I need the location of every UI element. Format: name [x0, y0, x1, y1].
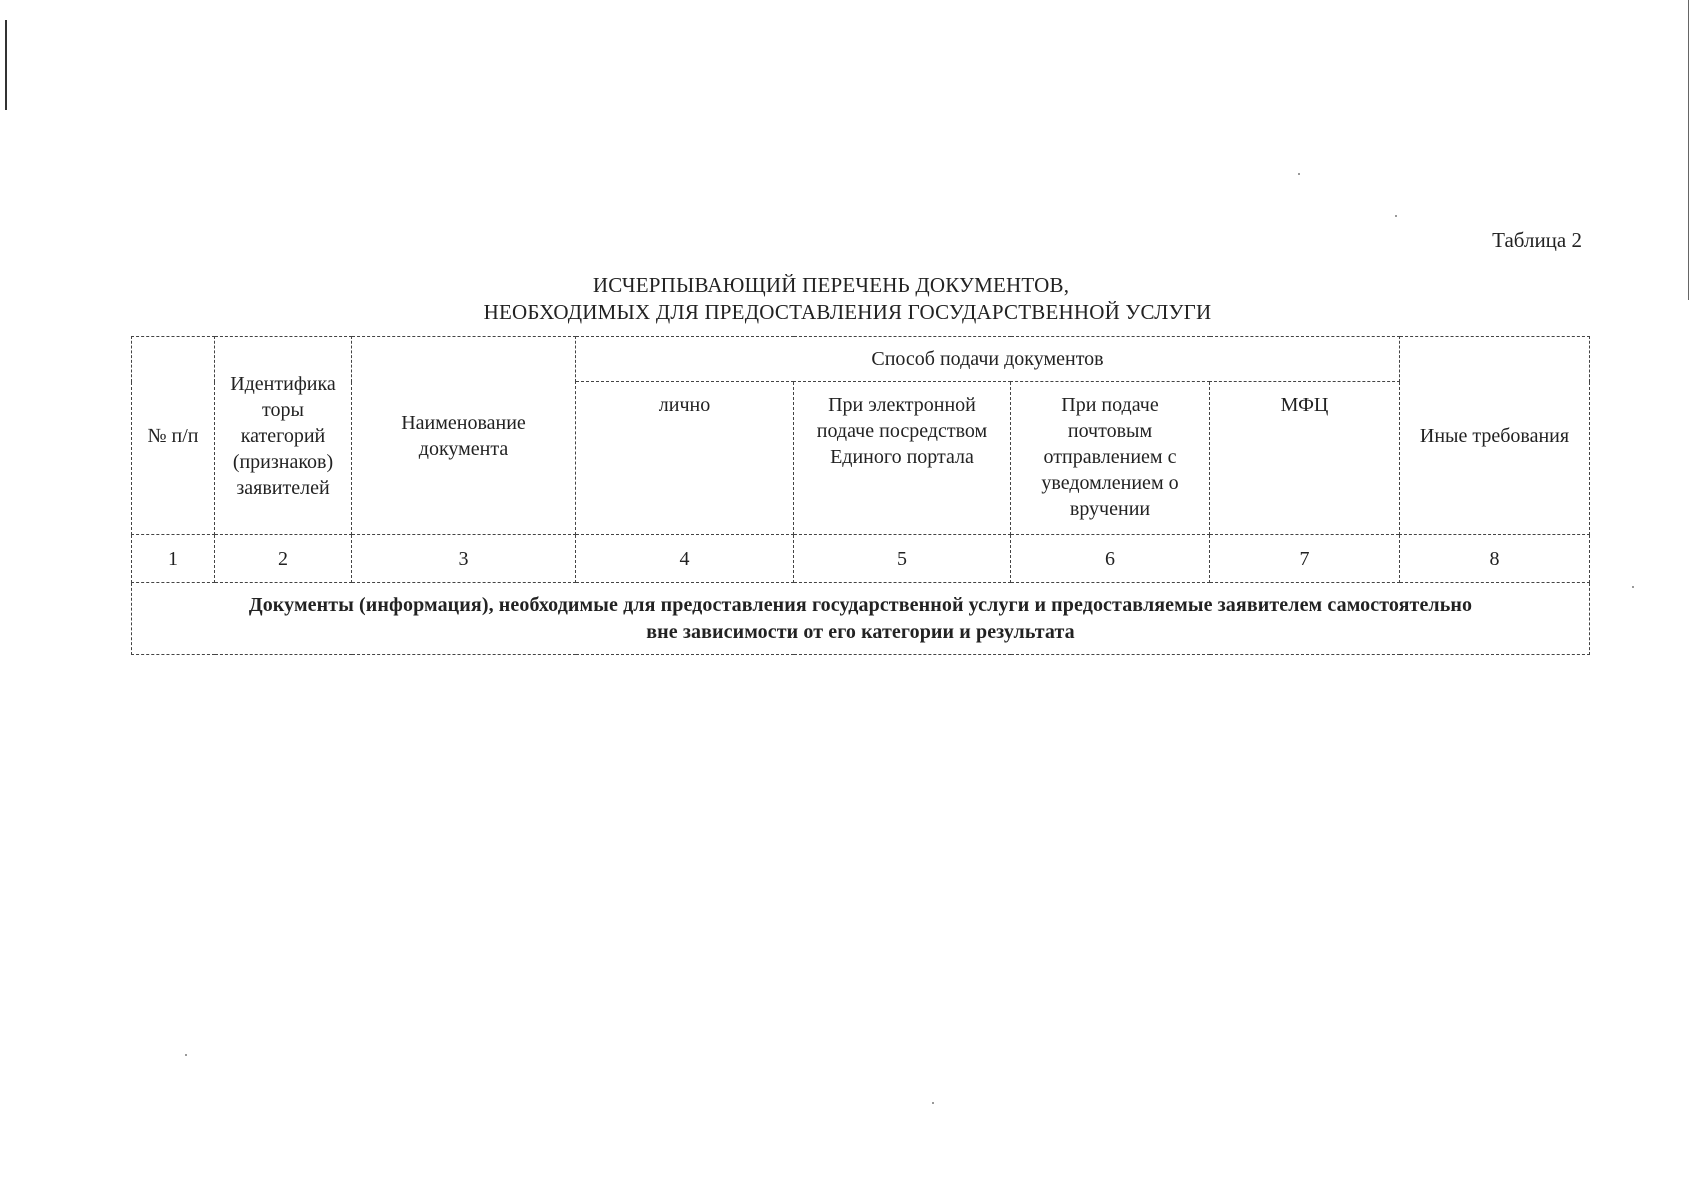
title-line-2: НЕОБХОДИМЫХ ДЛЯ ПРЕДОСТАВЛЕНИЯ ГОСУДАРСТВЕННОЙ УСЛУГИ	[483, 300, 1212, 324]
scan-speck	[1395, 215, 1397, 217]
header-identifiers-line: (признаков)	[232, 450, 334, 473]
title-line-1: ИСЧЕРПЫВАЮЩИЙ ПЕРЕЧЕНЬ ДОКУМЕНТОВ,	[592, 273, 1070, 297]
header-other-requirements: Иные требования	[1400, 337, 1590, 535]
scan-edge-mark-left	[5, 20, 7, 110]
header-postal-line: почтовым	[1067, 420, 1153, 442]
column-number: 3	[352, 535, 576, 583]
scan-speck	[185, 1054, 187, 1056]
header-doc-name-line: Наименование	[401, 411, 526, 434]
header-submission-group: Способ подачи документов	[576, 337, 1400, 382]
section-heading-row	[132, 583, 1590, 655]
column-number: 2	[215, 535, 352, 583]
section-heading	[132, 583, 1590, 655]
section-heading-line: вне зависимости от его категории и результата	[646, 620, 1075, 643]
header-identifiers	[215, 337, 352, 535]
scan-speck	[1298, 173, 1300, 175]
column-number: 5	[794, 535, 1011, 583]
column-number: 8	[1400, 535, 1590, 583]
scan-speck	[1632, 586, 1634, 588]
header-electronic-line: При электронной	[828, 394, 976, 416]
column-number: 6	[1011, 535, 1210, 583]
header-electronic-line: Единого портала	[830, 446, 974, 468]
document-title	[0, 272, 1695, 326]
documents-table	[131, 336, 1590, 655]
header-mfc: МФЦ	[1210, 382, 1400, 535]
header-postal-line: При подаче	[1061, 394, 1159, 416]
column-number: 1	[132, 535, 215, 583]
header-identifiers-line: категорий	[240, 424, 326, 447]
header-num: № п/п	[132, 337, 215, 535]
header-row-1	[132, 337, 1590, 382]
column-number: 4	[576, 535, 794, 583]
header-doc-name-line: документа	[418, 437, 509, 460]
scan-edge-mark-right	[1688, 0, 1689, 300]
header-identifiers-line: заявителей	[236, 476, 330, 499]
header-electronic	[794, 382, 1011, 535]
scan-speck	[932, 1102, 934, 1104]
header-in-person: лично	[576, 382, 794, 535]
header-doc-name	[352, 337, 576, 535]
column-number: 7	[1210, 535, 1400, 583]
header-identifiers-line: Идентифика	[230, 372, 336, 395]
header-identifiers-line: торы	[262, 398, 304, 421]
header-postal-line: уведомлением о	[1041, 472, 1179, 494]
header-postal	[1011, 382, 1210, 535]
header-postal-line: вручении	[1069, 498, 1151, 520]
header-postal-line: отправлением с	[1043, 446, 1177, 468]
column-number-row	[132, 535, 1590, 583]
header-electronic-line: подаче посредством	[816, 420, 988, 442]
table-number-label: Таблица 2	[1492, 228, 1582, 252]
section-heading-line: Документы (информация), необходимые для предоставления государственной услуги и предоставляемые заявителем самостоятельно	[248, 593, 1473, 616]
